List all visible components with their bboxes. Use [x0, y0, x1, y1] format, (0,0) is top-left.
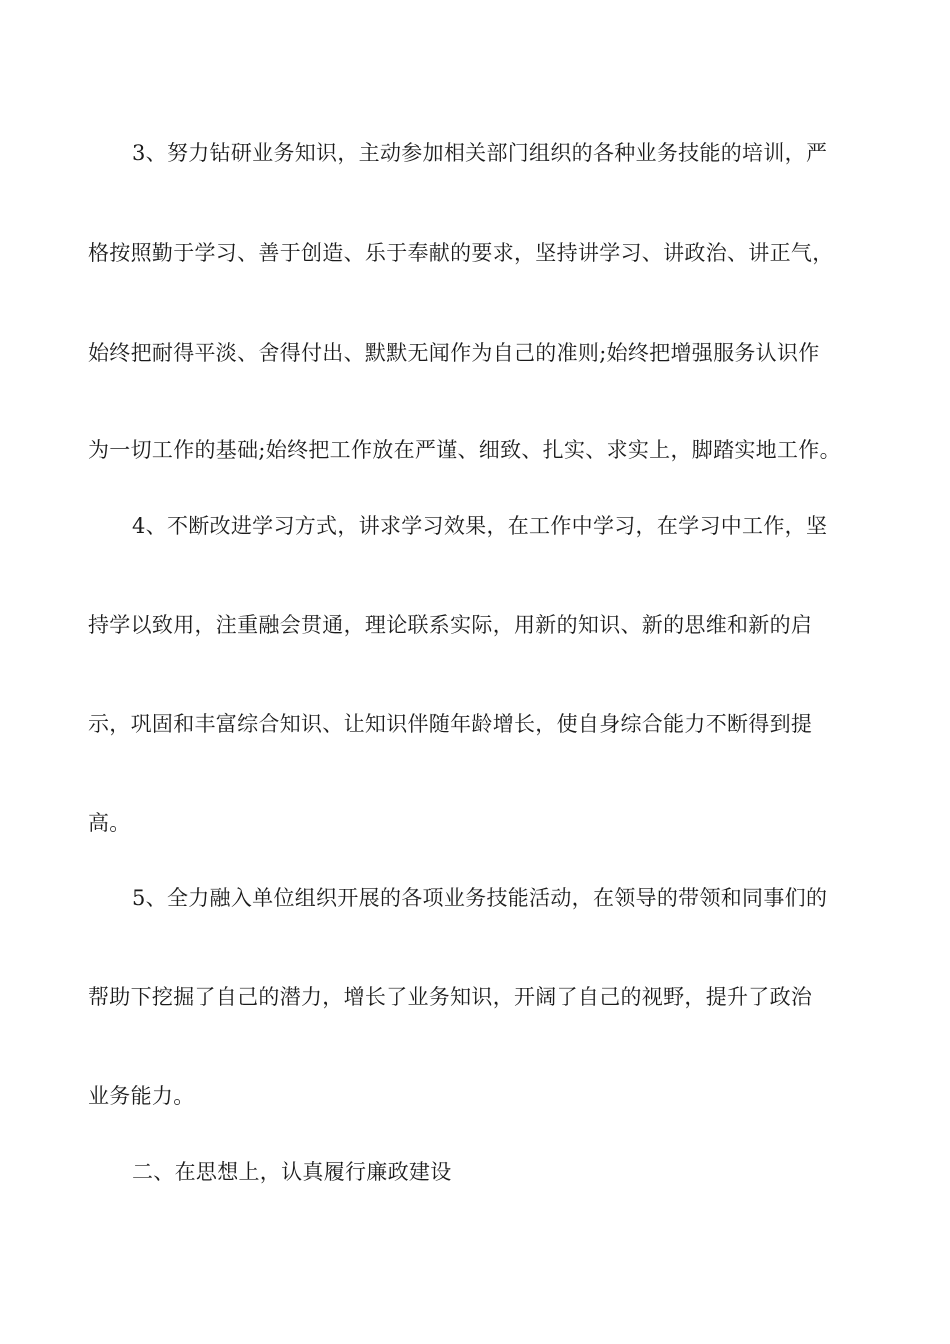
paragraph-3-line-3: 始终把耐得平淡、舍得付出、默默无闻作为自己的准则;始终把增强服务认识作 [88, 341, 820, 365]
paragraph-4-line-2: 持学以致用，注重融会贯通，理论联系实际，用新的知识、新的思维和新的启 [88, 613, 813, 637]
paragraph-3-line-2: 格按照勤于学习、善于创造、乐于奉献的要求，坚持讲学习、讲政治、讲正气， [88, 241, 834, 265]
paragraph-4-line-4: 高。 [88, 811, 131, 835]
paragraph-5-line-1: 5、全力融入单位组织开展的各项业务技能活动，在领导的带领和同事们的 [132, 886, 828, 910]
paragraph-5-line-2: 帮助下挖掘了自己的潜力，增长了业务知识，开阔了自己的视野，提升了政治 [88, 985, 813, 1009]
paragraph-4-line-1: 4、不断改进学习方式，讲求学习效果，在工作中学习，在学习中工作，坚 [132, 514, 828, 538]
section-heading: 二、在思想上，认真履行廉政建设 [132, 1160, 452, 1184]
paragraph-3-line-4: 为一切工作的基础;始终把工作放在严谨、细致、扎实、求实上，脚踏实地工作。 [88, 438, 841, 462]
paragraph-5-line-3: 业务能力。 [88, 1084, 195, 1108]
paragraph-3-line-1: 3、努力钻研业务知识，主动参加相关部门组织的各种业务技能的培训，严 [132, 141, 828, 165]
paragraph-4-line-3: 示，巩固和丰富综合知识、让知识伴随年龄增长，使自身综合能力不断得到提 [88, 712, 813, 736]
